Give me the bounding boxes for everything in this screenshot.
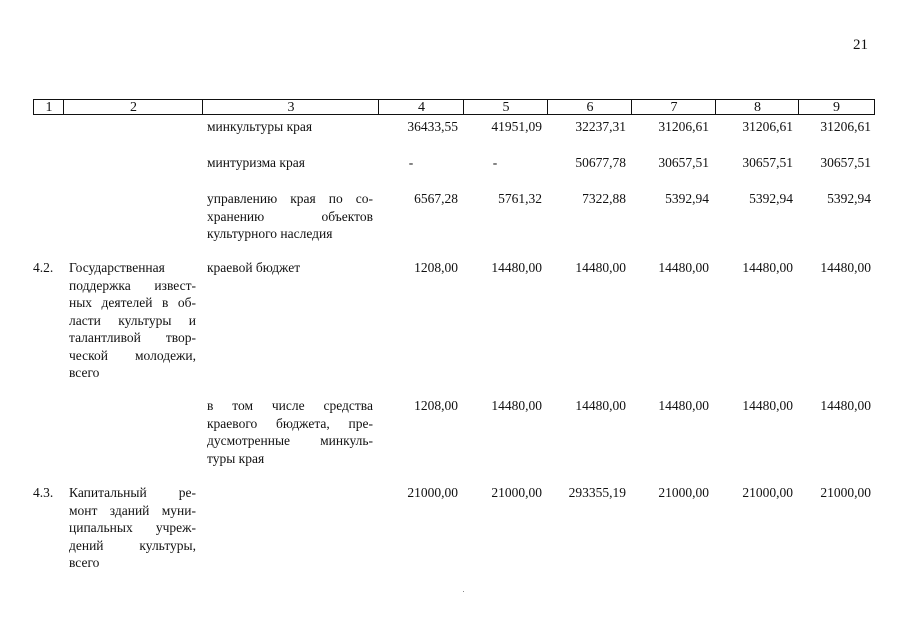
- column-header-3: 3: [202, 99, 379, 115]
- value-col-5: 14480,00: [491, 260, 542, 275]
- value-col-7: 31206,61: [658, 119, 709, 134]
- value-col-5: 41951,09: [491, 119, 542, 134]
- value-col-7: 14480,00: [658, 398, 709, 413]
- row-source: [207, 118, 373, 136]
- row-source: [207, 397, 373, 467]
- row-number: 4.3.: [33, 485, 54, 500]
- text-line: ных деятелей в об-: [69, 295, 196, 310]
- text-line: краевого бюджета, пре-: [207, 415, 373, 431]
- value-col-7: 21000,00: [658, 485, 709, 500]
- value-col-7: 5392,94: [665, 191, 709, 206]
- column-header-5: 5: [463, 99, 548, 115]
- value-col-6: 32237,31: [575, 119, 626, 134]
- value-col-4: 21000,00: [407, 485, 458, 500]
- row-name: [69, 484, 196, 572]
- value-col-7: 30657,51: [658, 155, 709, 170]
- text-line: всего: [69, 555, 100, 570]
- text-line: Капитальный ре-: [69, 485, 196, 500]
- value-col-9: 31206,61: [820, 119, 871, 134]
- value-col-9: 21000,00: [820, 485, 871, 500]
- row-source: [207, 259, 373, 277]
- text-line: дений культуры,: [69, 537, 196, 553]
- column-header-7: 7: [631, 99, 716, 115]
- text-line: краевой бюджет: [207, 260, 301, 275]
- value-col-4: 36433,55: [407, 119, 458, 134]
- value-col-8: 5392,94: [749, 191, 793, 206]
- text-line: ласти культуры и: [69, 312, 196, 328]
- text-line: минтуризма края: [207, 155, 305, 170]
- value-col-9: 5392,94: [827, 191, 871, 206]
- value-col-5: -: [492, 155, 498, 170]
- text-line: ципальных учреж-: [69, 520, 196, 535]
- value-col-6: 14480,00: [575, 398, 626, 413]
- text-line: в том числе средства: [207, 398, 373, 413]
- page-number: 21: [853, 37, 868, 53]
- row-name: [69, 259, 196, 382]
- text-line: управлению края по со-: [207, 191, 373, 206]
- column-header-2: 2: [63, 99, 203, 115]
- text-line: поддержка извест-: [69, 277, 196, 293]
- text-line: туры края: [207, 450, 265, 466]
- scan-speck: [463, 591, 464, 592]
- column-header-9: 9: [798, 99, 875, 115]
- value-col-6: 7322,88: [582, 191, 626, 206]
- value-col-5: 5761,32: [498, 191, 542, 206]
- text-line: культурного наследия: [207, 226, 333, 241]
- column-header-8: 8: [715, 99, 799, 115]
- value-col-7: 14480,00: [658, 260, 709, 275]
- text-line: всего: [69, 365, 100, 380]
- value-col-6: 14480,00: [575, 260, 626, 275]
- value-col-6: 293355,19: [568, 485, 626, 500]
- value-col-4: 1208,00: [414, 260, 458, 275]
- value-col-8: 21000,00: [742, 485, 793, 500]
- value-col-9: 30657,51: [820, 155, 871, 170]
- value-col-5: 21000,00: [491, 485, 542, 500]
- column-header-4: 4: [378, 99, 464, 115]
- value-col-6: 50677,78: [575, 155, 626, 170]
- text-line: Государственная: [69, 260, 165, 275]
- value-col-4: 1208,00: [414, 398, 458, 413]
- text-line: минкультуры края: [207, 119, 313, 134]
- value-col-9: 14480,00: [820, 398, 871, 413]
- text-line: монт зданий муни-: [69, 502, 196, 518]
- text-line: хранению объектов: [207, 208, 373, 224]
- row-source: [207, 190, 373, 243]
- row-source: [207, 154, 373, 172]
- value-col-4: -: [408, 155, 414, 170]
- value-col-8: 14480,00: [742, 260, 793, 275]
- text-line: ческой молодежи,: [69, 347, 196, 363]
- value-col-8: 14480,00: [742, 398, 793, 413]
- value-col-4: 6567,28: [414, 191, 458, 206]
- value-col-8: 31206,61: [742, 119, 793, 134]
- column-header-6: 6: [547, 99, 632, 115]
- text-line: дусмотренные минкуль-: [207, 433, 373, 448]
- row-number: 4.2.: [33, 260, 54, 275]
- value-col-8: 30657,51: [742, 155, 793, 170]
- text-line: талантливой твор-: [69, 330, 196, 345]
- value-col-9: 14480,00: [820, 260, 871, 275]
- column-header-1: 1: [33, 99, 64, 115]
- value-col-5: 14480,00: [491, 398, 542, 413]
